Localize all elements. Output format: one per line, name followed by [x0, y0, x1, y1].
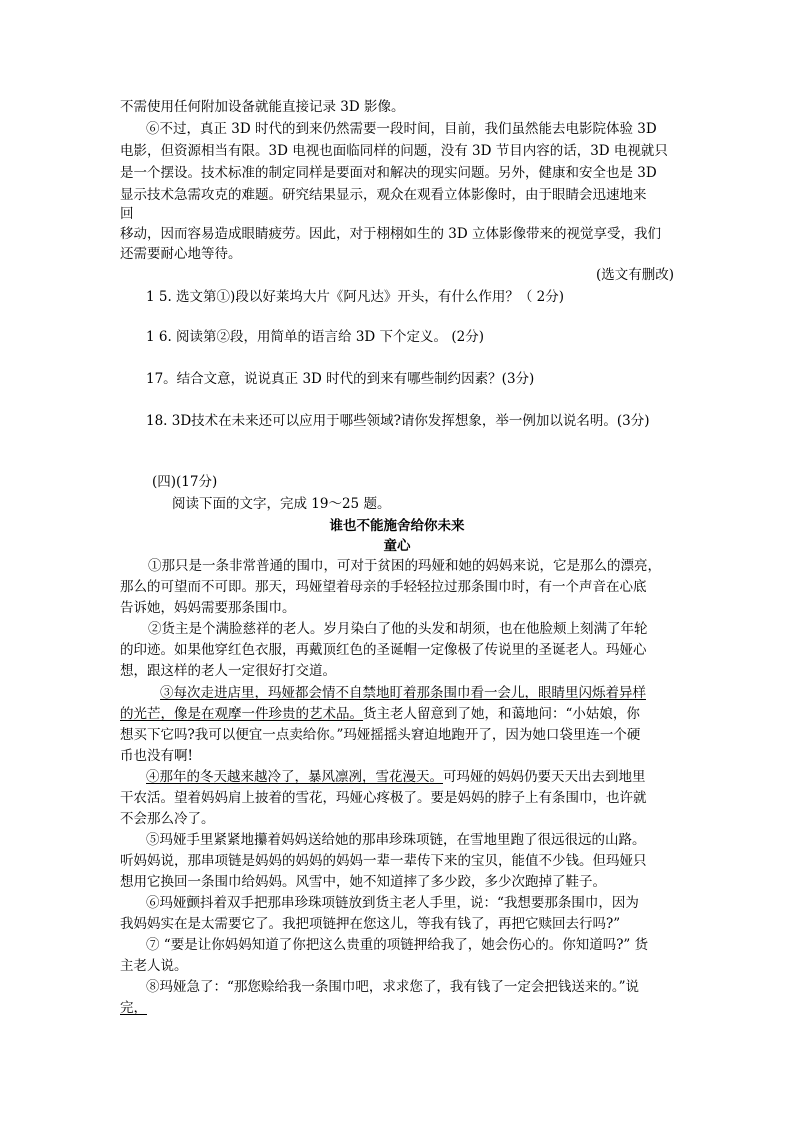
- source-note: (选文有删改): [595, 267, 674, 283]
- paragraph-line: 不会那么冷了。: [120, 811, 215, 827]
- paragraph-line: 电影，但资源相当有限。3D 电视也面临同样的问题，没有 3D 节目内容的话，3D 电视就只: [120, 143, 668, 159]
- paragraph-line: [146, 767, 646, 787]
- instruction: 阅读下面的文字，完成 19～25 题。: [172, 496, 391, 512]
- article-title: 谁也不能施舍给你未来: [329, 518, 465, 534]
- paragraph-line: 想，跟这样的老人一定很好打交道。: [120, 663, 336, 679]
- paragraph-line: 回: [120, 206, 134, 222]
- paragraph-line: ⑤玛娅手里紧紧地攥着妈妈送给她的那串珍珠项链，在雪地里跑了很远很远的山路。: [146, 832, 646, 848]
- paragraph-line: ①那只是一条非常普通的围巾，可对于贫困的玛娅和她的妈妈来说，它是那么的漂亮，: [148, 558, 661, 574]
- paragraph-line: ⑦ “要是让你妈妈知道了你把这么贵重的项链押给我了，她会伤心的。你知道吗?” 货: [146, 937, 649, 953]
- paragraph-line: 完，: [120, 1000, 147, 1016]
- paragraph-line: 的印迹。如果他穿红色衣服，再戴顶红色的圣诞帽一定像极了传说里的圣诞老人。玛娅心: [120, 642, 647, 658]
- question-17: 17。结合文意，说说真正 3D 时代的到来有哪些制约因素？(3分): [146, 371, 535, 387]
- section-heading: (四)(17分): [152, 474, 218, 490]
- paragraph-line: [120, 704, 640, 724]
- question-15: 1 5. 选文第①)段以好莱坞大片《阿凡达》开头，有什么作用？（ 2分): [146, 289, 564, 305]
- underlined-sentence: ④那年的冬天越来越冷了，暴风凛冽，雪花漫天。: [146, 769, 443, 785]
- paragraph-text: 货主老人留意到了她，和蔼地问：“小姑娘，你: [363, 706, 640, 722]
- paragraph-line: 告诉她，妈妈需要那条围巾。: [120, 600, 296, 616]
- paragraph-line: 我妈妈实在是太需要它了。我把项链押在您这儿，等我有钱了，再把它赎回去行吗?”: [120, 916, 621, 932]
- paragraph-line: 干农活。望着妈妈肩上披着的雪花，玛娅心疼极了。要是妈妈的脖子上有条围巾，也许就: [120, 790, 647, 806]
- paragraph-line: 主老人说。: [120, 958, 188, 974]
- paragraph-line: 是一个摆设。技术标准的制定同样是要面对和解决的现实问题。另外，健康和安全也是 3D: [120, 165, 657, 181]
- paragraph-line: ⑧玛娅急了：“那您赊给我一条围巾吧，求求您了，我有钱了一定会把钱送来的。”说: [146, 979, 640, 995]
- paragraph-line: 想用它换回一条围巾给妈妈。风雪中，她不知道摔了多少跤，多少次跑掉了鞋子。: [120, 874, 606, 890]
- paragraph-line: 听妈妈说，那串项链是妈妈的妈妈的妈妈一辈一辈传下来的宝贝，能值不少钱。但玛娅只: [120, 853, 647, 869]
- paragraph-line: 移动，因而容易造成眼睛疲劳。因此，对于栩栩如生的 3D 立体影像带来的视觉享受，我们: [120, 226, 661, 242]
- underlined-sentence: ③每次走进店里，玛娅都会情不自禁地盯着那条围巾看一会儿，眼睛里闪烁着异样: [160, 685, 646, 701]
- question-16: 1 6. 阅读第②段，用简单的语言给 3D 下个定义。 (2分): [146, 329, 484, 345]
- article-author: 童心: [383, 538, 411, 554]
- paragraph-line: 想买下它吗?我可以便宜一点卖给你。”玛娅摇摇头窘迫地跑开了，因为她口袋里连一个硬: [120, 727, 641, 743]
- paragraph-line: 那么的可望而不可即。那天，玛娅望着母亲的手轻轻拉过那条围巾时，有一个声音在心底: [120, 579, 647, 595]
- paragraph-line: 不需使用任何附加设备就能直接记录 3D 影像。: [120, 99, 405, 115]
- underlined-sentence: 的光芒，像是在观摩一件珍贵的艺术品。: [120, 706, 363, 722]
- paragraph-text: 可玛娅的妈妈仍要天天出去到地里: [443, 769, 646, 785]
- question-18: 18. 3D技术在未来还可以应用于哪些领域?请你发挥想象，举一例加以说名明。(3分): [146, 413, 650, 429]
- paragraph-line: 币也没有啊!: [120, 748, 193, 764]
- paragraph-line: ②货主是个满脸慈祥的老人。岁月染白了他的头发和胡须，也在他脸颊上刻满了年轮: [148, 621, 648, 637]
- paragraph-line: ⑥不过，真正 3D 时代的到来仍然需要一段时间，目前，我们虽然能去电影院体验 3D: [146, 121, 657, 137]
- paragraph-line: 显示技术急需攻克的难题。研究结果显示，观众在观看立体影像时，由于眼睛会迅速地来: [120, 187, 647, 203]
- paragraph-line: 还需要耐心地等待。: [120, 246, 242, 262]
- paragraph-line: ⑥玛娅颤抖着双手把那串珍珠项链放到货主老人手里，说：“我想要那条围巾，因为: [146, 895, 639, 911]
